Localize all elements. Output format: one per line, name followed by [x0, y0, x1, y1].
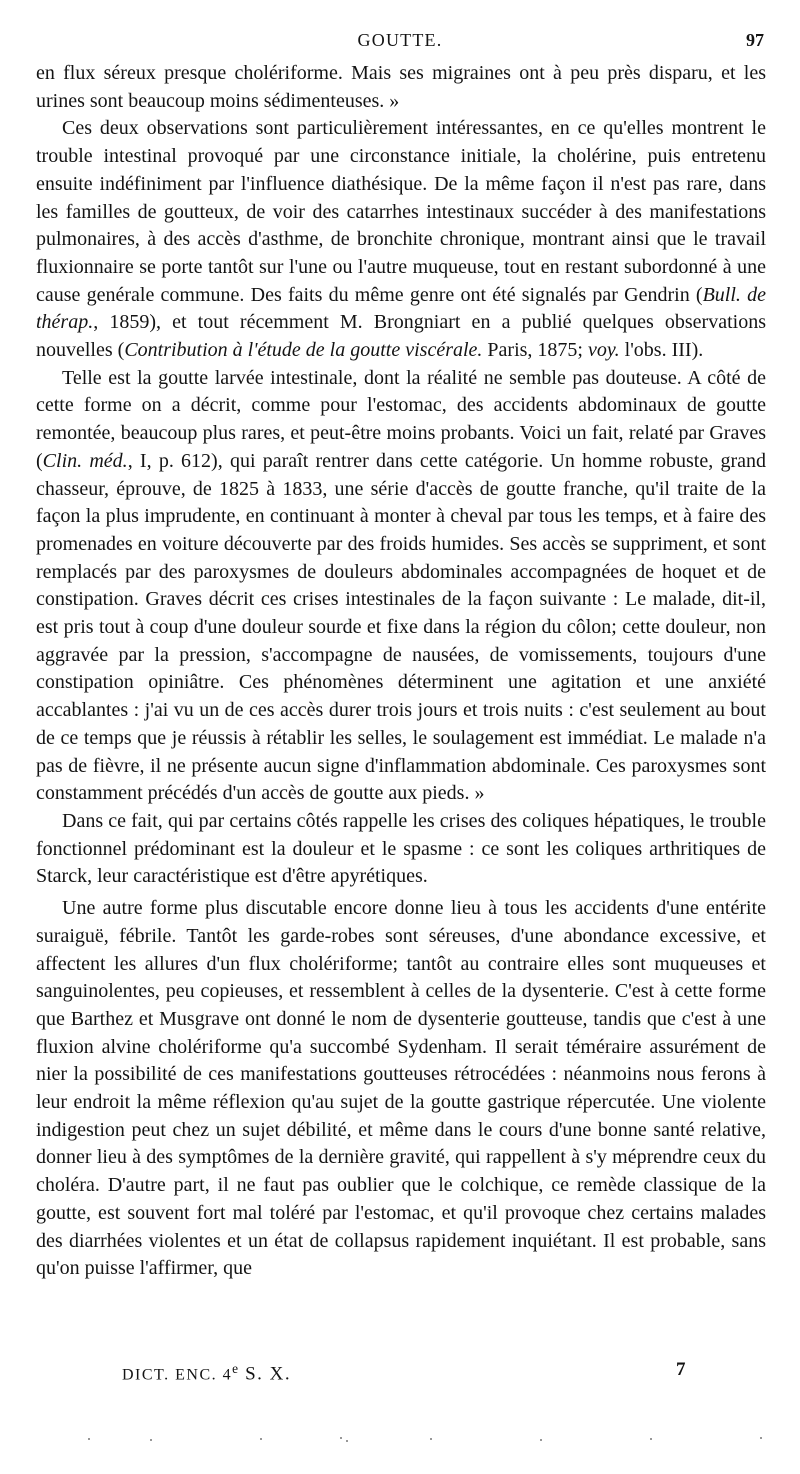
- italic-citation: Bull. de thérap.: [36, 283, 766, 334]
- text-run: en flux séreux presque cholériforme. Mais ses migraines ont à peu près disparu, et les urines sont beaucoup moins sédimenteuses. »: [36, 62, 766, 112]
- paragraph: [36, 115, 766, 364]
- speck: [260, 1438, 262, 1440]
- speck: [346, 1440, 348, 1442]
- text-run: l'obs. III).: [619, 339, 704, 362]
- text-run: , I, p. 612), qui paraît rentrer dans cette catégorie. Un homme robuste, grand chasseur, éprouve, de 1825 à 1833, une série d'accès de goutte franche, qu'il traite de la façon la plus imprudente, en continuant à monter à cheval par tous les temps, et à faire des promenades en voiture découverte par des froids humides. Ses accès se suppriment, et sont remplacés par des paroxysmes de douleurs abdominales accompagnées de hoquet et de constipation. Graves décrit ces crises intestinales de la façon suivante : Le malade, dit-il, est pris tout à coup d'une douleur sourde et fixe dans la région du côlon; cette douleur, non aggravée par la pression, s'accompagne de nausées, de vomissements, toujours d'une constipation opiniâtre. Ces phénomènes déterminent une agitation et une anxiété accablantes : j'ai vu un de ces accès durer trois jours et trois nuits : c'est seulement au bout de ce temps que je réussis à rétablir les selles, le soulagement est immédiat. Le malade n'a pas de fièvre, il ne présente aucun signe d'inflammation abdominale. Ces paroxysmes sont constamment précédés d'un accès de goutte aux pieds. »: [36, 449, 766, 805]
- sheet-number: 7: [676, 1359, 686, 1380]
- page-number: 97: [746, 30, 764, 50]
- paragraph: [36, 60, 766, 115]
- italic-citation: Clin. méd.: [42, 449, 128, 472]
- text-run: Ces deux observations sont particulièrement intéressantes, en ce qu'elles montrent le trouble intestinal provoqué par une circonstance initiale, la cholérine, puis entretenu ensuite indéfiniment par l'influence diathésique. De la même façon il n'est pas rare, dans les familles de goutteux, de voir des catarrhes intestinaux succéder à des manifestations pulmonaires, à des accès d'asthme, de bronchite chronique, montrant ainsi que le travail fluxionnaire se porte tantôt sur l'une ou l'autre muqueuse, tout en restant subordonné à une cause genérale commune. Des faits du même genre ont été signalés par Gendrin (: [36, 117, 766, 306]
- speck: [88, 1438, 90, 1440]
- speck: [650, 1438, 652, 1440]
- body-text: [36, 60, 766, 1283]
- speck: [760, 1437, 762, 1439]
- running-header: [36, 30, 764, 54]
- text-run: Paris, 1875;: [482, 339, 588, 362]
- text-run: Dans ce fait, qui par certains côtés rappelle les crises des coliques hépatiques, le trouble fonctionnel prédominant est la douleur et le spasme : ce sont les coliques arthritiques de Starck, leur caractéristique est d'être apyrétiques.: [36, 809, 766, 888]
- signature-series: S. X.: [245, 1363, 292, 1385]
- running-title: GOUTTE.: [357, 30, 443, 50]
- italic-citation: voy.: [587, 339, 620, 362]
- text-run: Telle est la goutte larvée intestinale, dont la réalité ne semble pas douteuse. A côté de cette forme on a décrit, comme pour l'estomac, des accidents abdominaux de goutte remontée, beaucoup plus rares, et peut-être moins probants. Voici un fait, relaté par Graves (: [36, 366, 766, 472]
- speck: [150, 1439, 152, 1441]
- italic-citation: Contribution à l'étude de la goutte viscérale.: [124, 339, 483, 362]
- speck: [540, 1439, 542, 1441]
- signature-label: DICT. ENC. 4: [122, 1366, 233, 1384]
- text-run: , 1859), et tout récemment M. Brongniart en a publié quelques observations nouvelles (: [36, 311, 766, 362]
- print-specks: [0, 1436, 800, 1444]
- paragraph: [36, 365, 766, 808]
- speck: [430, 1438, 432, 1440]
- page-footer: [36, 1361, 764, 1387]
- printer-signature: [122, 1361, 291, 1385]
- text-run: Une autre forme plus discutable encore donne lieu à tous les accidents d'une entérite suraiguë, fébrile. Tantôt les garde-robes sont séreuses, d'une abondance excessive, et affectent les allures d'un flux cholériforme; tantôt au contraire elles sont muqueuses et sanguinolentes, peu copieuses, et ressemblent à celles de la dysenterie. C'est à cette forme que Barthez et Musgrave ont donné le nom de dysenterie goutteuse, tandis que c'est à une fluxion alvine cholériforme qu'a succombé Sydenham. Il serait téméraire assurément de nier la possibilité de ces manifestations goutteuses rétrocédées : néanmoins nous ferons à leur endroit la même réflexion qu'au sujet de la goutte gastrique répercutée. Une violente indigestion peut chez un sujet débilité, et même dans le cours d'une bonne santé relative, donner lieu à des symptômes de la dernière gravité, qui rappellent à s'y méprendre ceux du choléra. D'autre part, il ne faut pas oublier que le colchique, ce remède classique de la goutte, est souvent fort mal toléré par l'estomac, et qu'il provoque chez certains malades des diarrhées violentes et un état de collapsus rapidement inquiétant. Il est probable, sans qu'on puisse l'affirmer, que: [36, 897, 766, 1280]
- signature-superscript: e: [232, 1361, 240, 1376]
- paragraph: [36, 895, 766, 1283]
- speck: [340, 1437, 342, 1439]
- paragraph: [36, 808, 766, 891]
